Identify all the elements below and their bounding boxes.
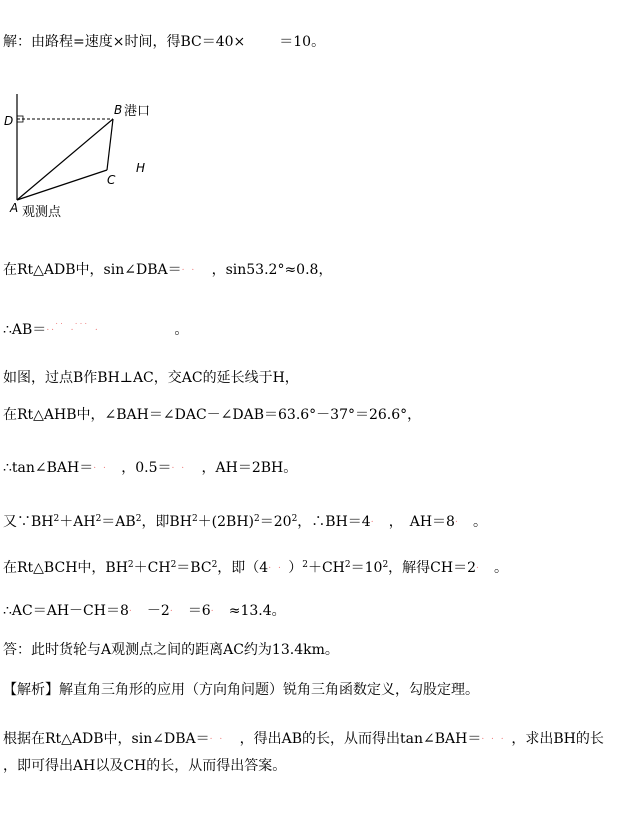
label-a: A: [10, 201, 19, 215]
label-d: D: [4, 114, 14, 128]
solution-line-2: 在Rt△ADB中，sin∠DBA＝. . ，sin53.2°≈0.8，: [3, 262, 333, 278]
solution-text: 。: [174, 322, 189, 338]
analysis-line-2: 根据在Rt△ADB中，sin∠DBA＝. . ，得出AB的长，从而得出tan∠BAH＝. . . ，求出BH的长: [3, 731, 604, 747]
analysis-line-1: [3, 681, 479, 699]
answer-line: [3, 641, 339, 659]
solution-text: ，即BH: [141, 514, 192, 530]
solution-line-3: ∴AB＝.. ̇ ̇ . ̇ ̇ ̇ . 。: [3, 322, 189, 338]
solution-text: ， AH＝8: [388, 514, 455, 530]
solution-text: ，0.5＝: [121, 460, 172, 476]
label-port: 港口: [124, 104, 151, 119]
solution-text: ＋CH: [307, 560, 345, 576]
label-c: C: [107, 173, 116, 187]
solution-text: ，即（4: [217, 560, 269, 576]
analysis-text: ，求出BH的长: [511, 731, 604, 747]
solution-text: 在Rt△AHB中，∠BAH＝∠DAC－∠DAB＝63.6°－37°＝26.6°，: [3, 407, 422, 423]
analysis-line-3: [3, 757, 286, 775]
solution-text: 。: [472, 514, 487, 530]
solution-line-7: 又$\because BH^2+AH^2=AB^2$，即$BH^2+(2BH)^2=20^2$，∴BH＝4. ， AH＝8. 。: [3, 514, 487, 530]
solution-text: ＝6: [187, 603, 211, 619]
analysis-text: 根据在Rt△ADB中，sin∠DBA＝: [3, 731, 210, 747]
segment-ac: [17, 170, 107, 200]
geometry-diagram: [0, 92, 200, 222]
solution-line-1: [3, 33, 325, 51]
solution-text: 。: [494, 560, 508, 576]
solution-line-8: 在Rt△BCH中，$BH^2+CH^2=BC^2$，即（4. . ）$^2+CH^2=10^2$，解得CH＝2. 。: [3, 560, 508, 576]
solution-line-9: ∴AC＝AH－CH＝8. －2. ＝6. ≈13.4。: [3, 603, 286, 619]
solution-text: ＝BC: [176, 560, 212, 576]
solution-text: ）: [288, 560, 303, 576]
solution-line-6: ∴tan∠BAH＝. . ，0.5＝. . ，AH＝2BH。: [3, 460, 298, 476]
segment-cb: [107, 119, 113, 170]
analysis-text: 【解析】解直角三角形的应用（方向角问题）锐角三角函数定义，勾股定理。: [3, 682, 479, 698]
solution-text: ，解得CH＝2: [388, 560, 476, 576]
solution-line-4: [3, 369, 299, 387]
solution-text: 如图，过点B作BH⊥AC，交AC的延长线于H，: [3, 370, 299, 386]
solution-text: ＋(2BH): [197, 514, 254, 530]
solution-text: ，AH＝2BH。: [201, 460, 298, 476]
segment-ab: [17, 119, 113, 200]
solution-text: －2: [146, 603, 170, 619]
answer-text: 答：此时货轮与A观测点之间的距离AC约为13.4km。: [3, 642, 339, 658]
solution-text: ＝AB: [101, 514, 136, 530]
label-h: H: [136, 161, 146, 175]
solution-text: 又∵BH: [3, 514, 54, 530]
solution-text: 解：由路程=速度×时间，得BC＝40×: [3, 34, 246, 50]
solution-text: ＋CH: [133, 560, 171, 576]
analysis-text: ，即可得出AH以及CH的长，从而得出答案。: [3, 758, 287, 774]
solution-text: ＝10: [350, 560, 383, 576]
solution-text: ，sin53.2°≈0.8，: [211, 262, 333, 278]
analysis-text: ，得出AB的长，从而得出tan∠BAH＝: [239, 731, 482, 747]
solution-text: 在Rt△BCH中，BH: [3, 560, 128, 576]
label-observe: 观测点: [22, 205, 62, 220]
solution-text: ≈13.4。: [228, 603, 286, 619]
solution-text: ∴AB＝: [3, 322, 47, 338]
solution-text: ＝10。: [279, 34, 326, 50]
solution-text: ∴tan∠BAH＝: [3, 460, 94, 476]
solution-text: ＋AH: [59, 514, 96, 530]
solution-text: ＝20: [259, 514, 292, 530]
solution-text: 在Rt△ADB中，sin∠DBA＝: [3, 262, 182, 278]
solution-line-5: [3, 406, 421, 424]
label-b: B: [114, 103, 123, 117]
solution-text: ，∴BH＝4: [297, 514, 371, 530]
solution-text: ∴AC＝AH－CH＝8: [3, 603, 129, 619]
